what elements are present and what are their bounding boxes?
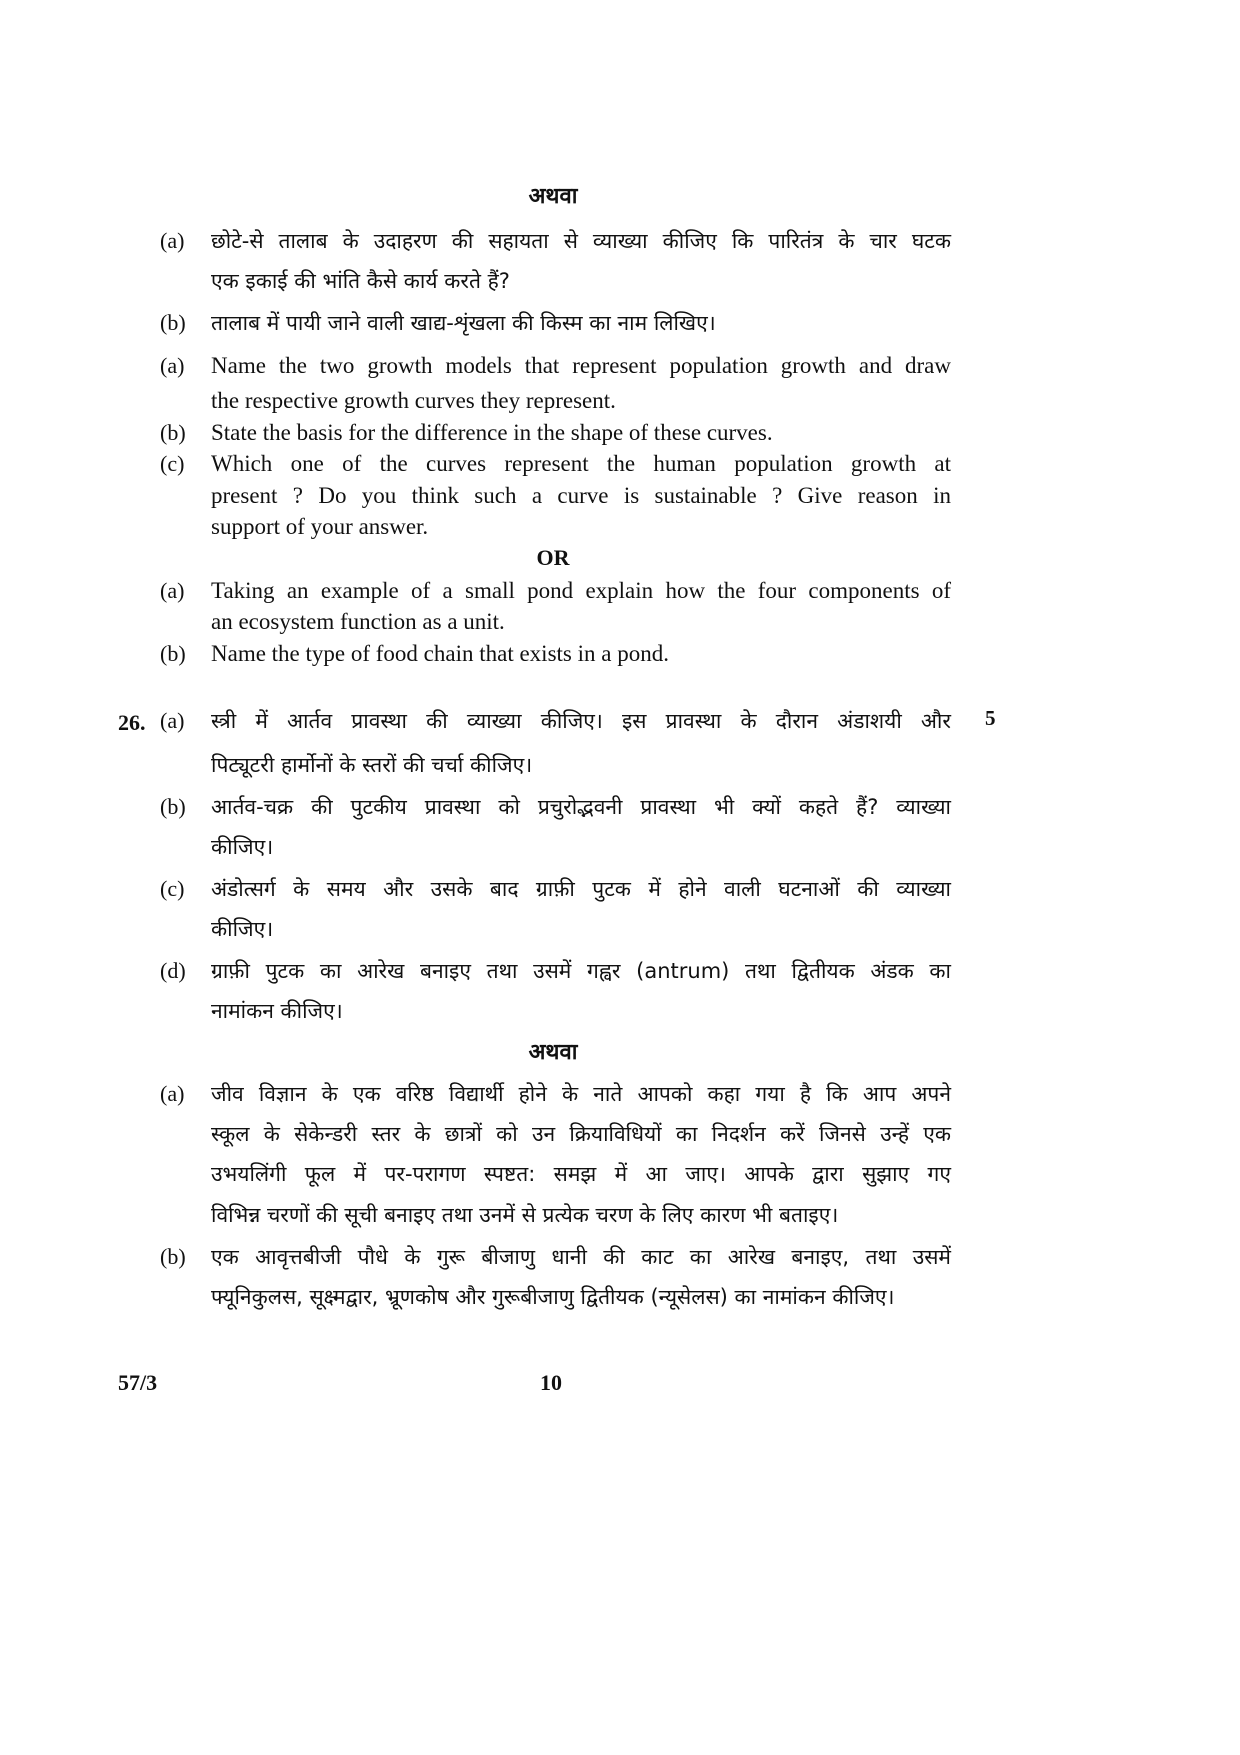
question-text-line: अंडोत्सर्ग के समय और उसके बाद ग्राफ़ी पुटक में होने वाली घटनाओं की व्याख्या [211,877,951,901]
question-text-line: an ecosystem function as a unit. [211,609,505,634]
question-text-line: the respective growth curves they represent. [211,388,616,413]
part-label: (b) [160,1244,186,1269]
question-text-line: एक इकाई की भांति कैसे कार्य करते हैं? [211,269,510,293]
question-text-line: पिट्यूटरी हार्मोनों के स्तरों की चर्चा कीजिए। [211,753,533,777]
question-text-line: नामांकन कीजिए। [211,999,343,1023]
question-text-line: ग्राफ़ी पुटक का आरेख बनाइए तथा उसमें गह्वर (antrum) तथा द्वितीयक अंडक का [211,959,951,983]
part-label: (d) [160,958,186,983]
part-label: (c) [160,451,185,476]
question-text-line: तालाब में पायी जाने वाली खाद्य-शृंखला की किस्म का नाम लिखिए। [211,311,716,335]
question-text-line: Taking an example of a small pond explain how the four components of [211,578,951,603]
paper-code: 57/3 [118,1370,158,1395]
or-heading-english: OR [536,545,570,570]
part-label: (a) [160,1081,185,1106]
question-text-line: विभिन्न चरणों की सूची बनाइए तथा उनमें से प्रत्येक चरण के लिए कारण भी बताइए। [211,1203,839,1227]
question-text-line: उभयलिंगी फूल में पर-परागण स्पष्टत: समझ में आ जाए। आपके द्वारा सुझाए गए [211,1162,951,1186]
question-text-line: स्त्री में आर्तव प्रावस्था की व्याख्या कीजिए। इस प्रावस्था के दौरान अंडाशयी और [211,709,951,733]
question-text-line: Name the type of food chain that exists in a pond. [211,641,669,666]
part-label: (b) [160,641,186,666]
or-heading-hindi-2: अथवा [528,1040,578,1065]
part-label: (a) [160,578,185,603]
question-text-line: State the basis for the difference in the shape of these curves. [211,420,773,445]
part-label: (a) [160,708,185,733]
question-text-line: Name the two growth models that represent population growth and draw [211,353,951,378]
question-number: 26. [118,710,146,735]
question-text-line: support of your answer. [211,514,429,539]
part-label: (b) [160,420,186,445]
question-text-line: आर्तव-चक्र की पुटकीय प्रावस्था को प्रचुरोद्भवनी प्रावस्था भी क्यों कहते हैं? व्याख्या [211,795,951,819]
question-text-line: present ? Do you think such a curve is sustainable ? Give reason in [211,483,951,508]
question-text-line: कीजिए। [211,917,274,941]
part-label: (a) [160,353,185,378]
question-text-line: फ्यूनिकुलस, सूक्ष्मद्वार, भ्रूणकोष और गुरूबीजाणु द्वितीयक (न्यूसेलस) का नामांकन कीजिए। [211,1285,895,1309]
part-label: (a) [160,228,185,253]
part-label: (b) [160,794,186,819]
marks: 5 [985,706,996,730]
question-text-line: स्कूल के सेकेन्डरी स्तर के छात्रों को उन क्रियाविधियों का निदर्शन करें जिनसे उन्हें एक [211,1122,951,1146]
question-text-line: जीव विज्ञान के एक वरिष्ठ विद्यार्थी होने के नाते आपको कहा गया है कि आप अपने [211,1082,951,1106]
question-text-line: Which one of the curves represent the human population growth at [211,451,951,476]
question-text-line: कीजिए। [211,835,274,859]
question-text-line: छोटे-से तालाब के उदाहरण की सहायता से व्याख्या कीजिए कि पारितंत्र के चार घटक [211,229,951,253]
question-text-line: एक आवृत्तबीजी पौधे के गुरू बीजाणु धानी की काट का आरेख बनाइए, तथा उसमें [211,1245,951,1269]
part-label: (b) [160,310,186,335]
part-label: (c) [160,876,185,901]
or-heading-hindi: अथवा [528,184,578,209]
page-number: 10 [540,1370,562,1395]
